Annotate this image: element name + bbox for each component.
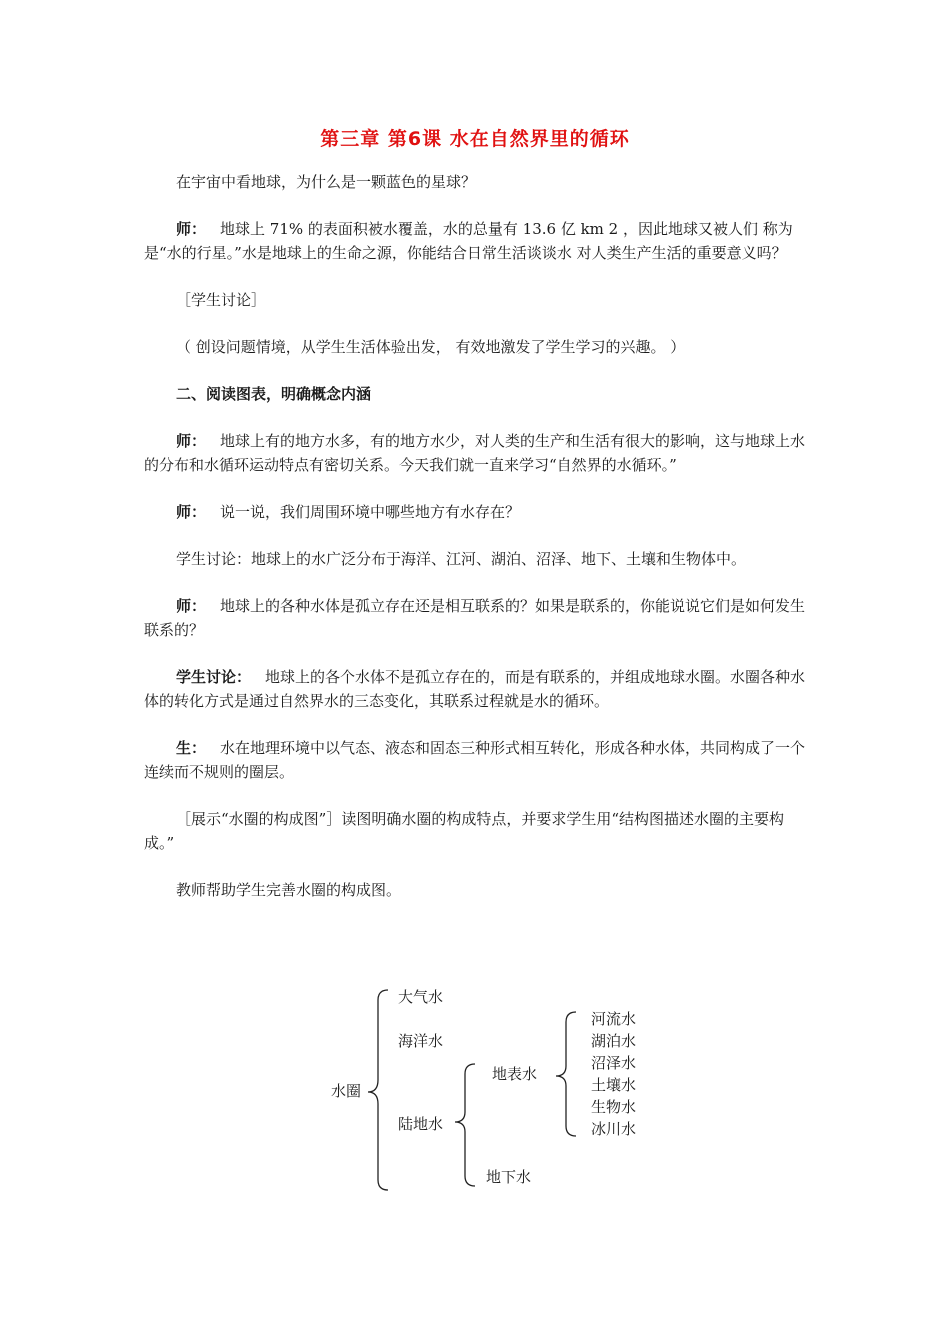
- speaker-label: 师：: [176, 597, 207, 615]
- paragraph-student-discussion-2: [144, 665, 808, 713]
- paragraph-show-diagram: [144, 807, 808, 855]
- diagram-level1-land: 陆地水: [398, 1115, 444, 1133]
- paragraph-text: 在宇宙中看地球，为什么是一颗蓝色的星球？: [176, 173, 477, 191]
- page-title: 第三章 第6课 水在自然界里的循环: [320, 128, 630, 150]
- paragraph-text: 说一说，我们周围环境中哪些地方有水存在？: [220, 503, 521, 521]
- paragraph-text: 学生讨论：地球上的水广泛分布于海洋、江河、湖泊、沼泽、地下、土壤和生物体中。: [176, 550, 747, 568]
- speaker-label: 师：: [176, 220, 207, 238]
- paragraph-note: [144, 335, 808, 359]
- paragraph-text: 地球上的各种水体是孤立存在还是相互联系的？如果是联系的，你能说说它们是如何发生联系的？: [144, 597, 806, 639]
- brace-surface: [556, 1012, 576, 1136]
- diagram-level3-river: 河流水: [591, 1010, 637, 1028]
- diagram-level1-ocean: 海洋水: [398, 1032, 444, 1050]
- section-heading: [144, 382, 808, 406]
- paragraph-text: 教师帮助学生完善水圈的构成图。: [176, 881, 402, 899]
- speaker-label: 师：: [176, 503, 207, 521]
- brace-root: [368, 990, 388, 1190]
- diagram-level3-soil: 土壤水: [591, 1076, 637, 1094]
- paragraph-student-discussion: [144, 288, 808, 312]
- diagram-level3-lake: 湖泊水: [591, 1032, 637, 1050]
- paragraph-teacher-2: [144, 500, 808, 524]
- paragraph-text: ［学生讨论］: [176, 291, 267, 309]
- diagram-level2-surface: 地表水: [492, 1065, 538, 1083]
- paragraph-student-answer: [144, 547, 808, 571]
- paragraph-text: 水在地理环境中以气态、液态和固态三种形式相互转化，形成各种水体，共同构成了一个连续而不规则的圈层。: [144, 739, 806, 781]
- speaker-label: 生：: [176, 739, 207, 757]
- paragraph-teacher-3: [144, 594, 808, 642]
- diagram-level1-atmosphere: 大气水: [398, 988, 444, 1006]
- paragraph-teacher-intro: [144, 217, 808, 265]
- diagram-level3-swamp: 沼泽水: [591, 1054, 637, 1072]
- document-body: [144, 170, 808, 925]
- diagram-level3-glacier: 冰川水: [591, 1120, 637, 1138]
- paragraph-student-reply: [144, 736, 808, 784]
- paragraph-teacher-help: [144, 878, 808, 902]
- diagram-level3-biological: 生物水: [591, 1098, 637, 1116]
- diagram-level2-underground: 地下水: [486, 1168, 532, 1186]
- section-heading-text: 二、阅读图表，明确概念内涵: [176, 385, 372, 403]
- paragraph-question: [144, 170, 808, 194]
- paragraph-text: 地球上 71% 的表面积被水覆盖，水的总量有 13.6 亿 km 2 ，因此地球又被人们 称为是“水的行星。”水是地球上的生命之源，你能结合日常生活谈谈水 对人类生产生活的重要意义吗？: [144, 220, 793, 262]
- speaker-label: 师：: [176, 432, 207, 450]
- brace-land: [455, 1064, 475, 1186]
- speaker-label: 学生讨论：: [176, 668, 252, 686]
- diagram-root-label: 水圈: [331, 1082, 362, 1100]
- paragraph-text: 地球上有的地方水多，有的地方水少，对人类的生产和生活有很大的影响，这与地球上水的分布和水循环运动特点有密切关系。今天我们就一直来学习“自然界的水循环。”: [144, 432, 806, 474]
- paragraph-text: （ 创设问题情境，从学生生活体验出发， 有效地激发了学生学习的兴趣。 ）: [176, 338, 686, 356]
- paragraph-text: 地球上的各个水体不是孤立存在的，而是有联系的，并组成地球水圈。水圈各种水体的转化方式是通过自然界水的三态变化，其联系过程就是水的循环。: [144, 668, 806, 710]
- paragraph-text: ［展示“水圈的构成图”］读图明确水圈的构成特点，并要求学生用“结构图描述水圈的主要构成。”: [144, 810, 785, 852]
- paragraph-teacher-1: [144, 429, 808, 477]
